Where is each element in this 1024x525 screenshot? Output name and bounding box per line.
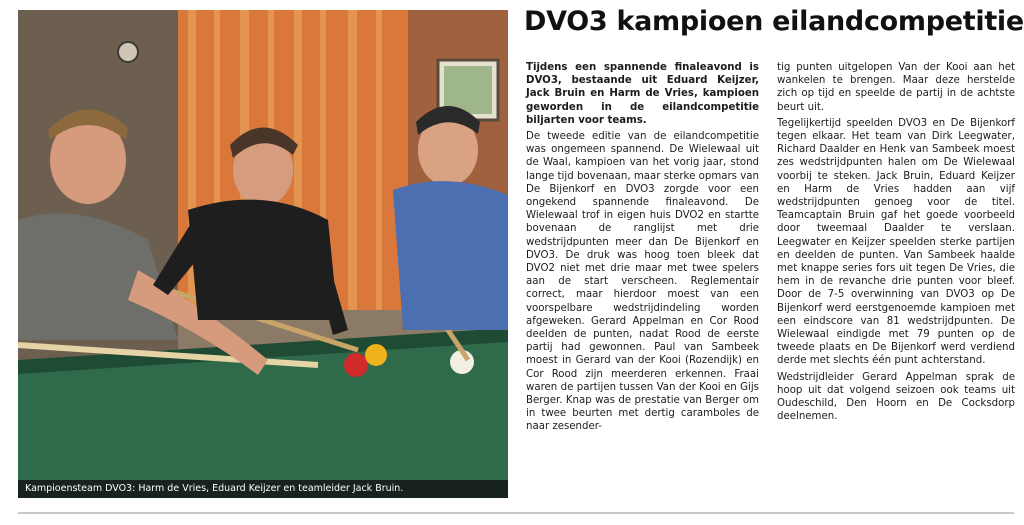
article-photo (18, 10, 508, 498)
article-paragraph: tig punten uitgelopen Van der Kooi aan het wankelen te brengen. Maar deze herstelde zich op tijd en speelde de partij in de achtste beurt uit. (777, 62, 1015, 113)
article-paragraph: Tegelijkertijd speelden DVO3 en De Bijenkorf tegen elkaar. Het team van Dirk Leegwater, Richard Daalder en Henk van Sambeek moest zes wedstrijdpunten halen om De Wielewaal voorbij te steken. Jack Bruin, Eduard Keijzer en Harm de Vries hadden aan vijf wedstrijdpunten genoeg voor de titel. Teamcaptain Bruin gaf het goede voorbeeld door tweemaal Daalder te verslaan. Leegwater en Keijzer speelden sterke partijen en deelden de punten. Van Sambeek haalde met knappe series fors uit tegen De Vries, die hem in de revanche drie punten voor bleef. Door de 7-5 overwinning van DVO3 op De Bijenkorf werd eerstgenoemde kampioen met een eindscore van 81 wedstrijdpunten. De Wielewaal eindigde met 79 punten op de tweede plaats en De Bijenkorf werd verdiend derde met slechts één punt achterstand. (777, 117, 1015, 367)
article-paragraph: Wedstrijdleider Gerard Appelman sprak de hoop uit dat volgend seizoen ook teams uit Oudeschild, Den Hoorn en De Cocksdorp deelnemen. (777, 371, 1015, 423)
article-paragraph: De tweede editie van de eilandcompetitie was ongemeen spannend. De Wielewaal uit de Waal, kampioen van het vorig jaar, stond lange tijd bovenaan, maar sterke opmars van De Bijenkorf en DVO3 zorgde voor een ongekend spannende finaleavond. De Wielewaal trof in eigen huis DVO2 en startte bovenaan de ranglijst met drie wedstrijdpunten meer dan De Bijenkorf en DVO3. De druk was hoog toen bleek dat DVO2 niet met drie maar met twee spelers aan de start verscheen. Reglementair correct, maar hierdoor moest van een voorspelbare wedstrijdindeling worden afgeweken. Gerard Appelman en Cor Rood deelden de punten, nadat Rood de eerste partij had gewonnen. Paul van Sambeek moest in Gerard van der Kooi (Rozendijk) en Cor Rood zijn meerderen erkennen. Fraai waren de partijen tussen Van der Kooi en Gijs Berger. Knap was de prestatie van Berger om in twee beurten met dertig caramboles de naar zesender- (526, 131, 759, 433)
article-column-2 (777, 61, 1015, 426)
article-lead: Tijdens een spannende finaleavond is DVO3, bestaande uit Eduard Keijzer, Jack Bruin en Harm de Vries, kampioen geworden in de eilandcompetitie biljarten voor teams. (526, 62, 759, 126)
article-headline: DVO3 kampioen eilandcompetitie (524, 6, 1024, 37)
billiards-team-illustration (18, 10, 508, 498)
bottom-divider (18, 512, 1014, 514)
photo-caption: Kampioensteam DVO3: Harm de Vries, Eduard Keijzer en teamleider Jack Bruin. (18, 480, 508, 498)
article-column-1 (526, 61, 759, 437)
